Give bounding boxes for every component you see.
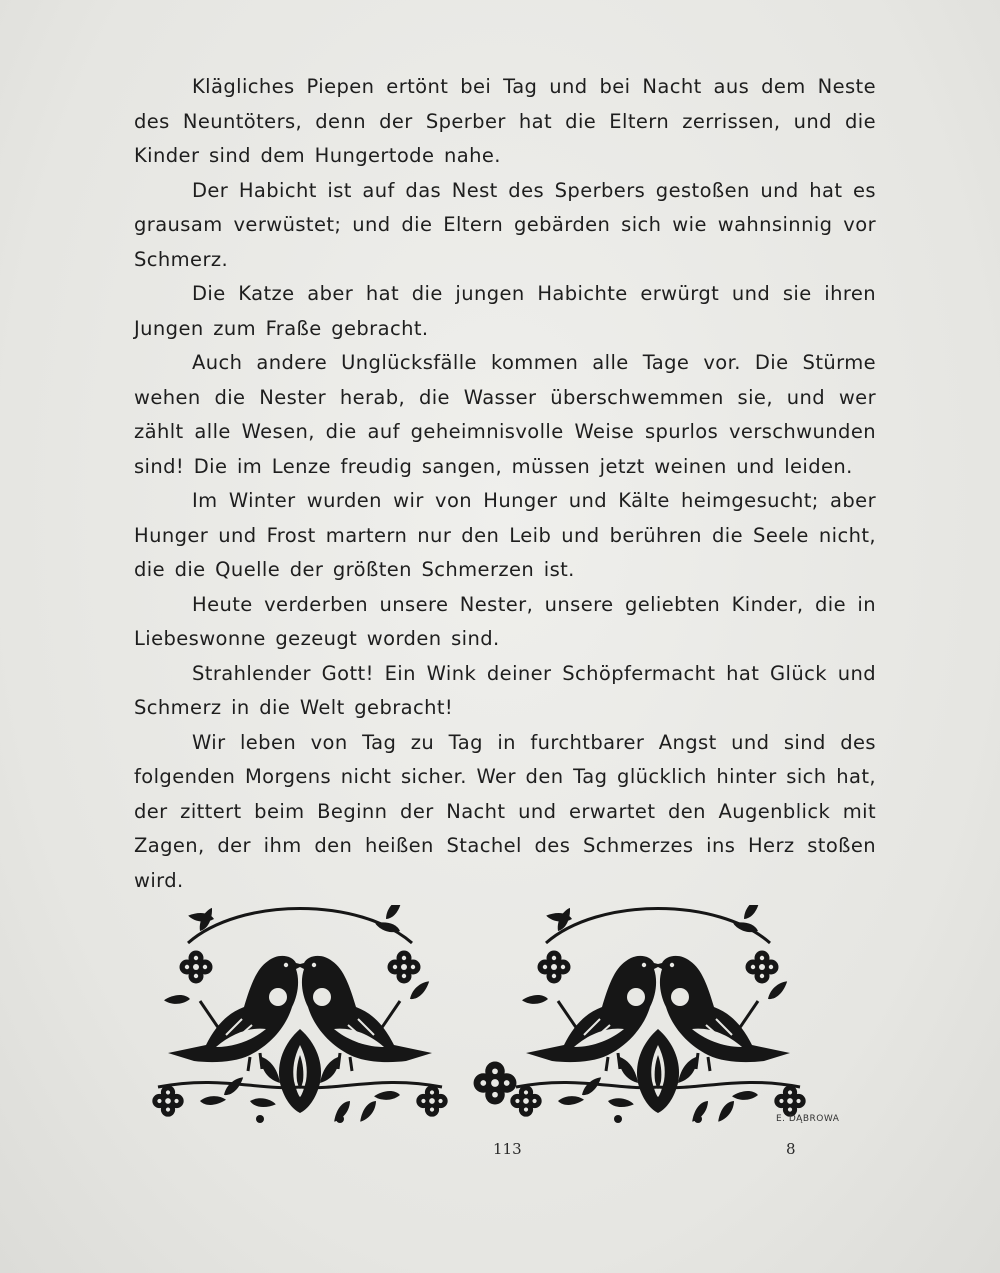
paragraph: Strahlender Gott! Ein Wink deiner Schöpfermacht hat Glück und Schmerz in die Welt gebracht! xyxy=(134,661,876,719)
bird-pair-right xyxy=(510,905,805,1123)
paragraph: Klägliches Piepen ertönt bei Tag und bei Nacht aus dem Neste des Neuntöters, denn der Sperber hat die Eltern zerrissen, und die Kinder sind dem Hungertode nahe. xyxy=(134,75,876,167)
paragraph: Im Winter wurden wir von Hunger und Kälte heimgesucht; aber Hunger und Frost martern nur den Leib und berühren die Seele nicht, die die Quelle der größten Schmerzen ist. xyxy=(134,489,876,581)
paragraph: Der Habicht ist auf das Nest des Sperbers gestoßen und hat es grausam verwüstet; und die Eltern gebärden sich wie wahnsinnig vor Schmerz. xyxy=(134,178,876,271)
page-number: 113 xyxy=(493,1140,522,1158)
artist-signature: E. DĄBROWA xyxy=(776,1114,840,1124)
signature-mark: 8 xyxy=(786,1140,796,1158)
paragraph: Heute verderben unsere Nester, unsere geliebten Kinder, die in Liebeswonne gezeugt worden sind. xyxy=(134,592,876,650)
body-text xyxy=(134,70,876,898)
center-flower xyxy=(474,1062,517,1105)
paragraph: Auch andere Unglücksfälle kommen alle Tage vor. Die Stürme wehen die Nester herab, die Wasser überschwemmen sie, und wer zählt alle Wesen, die auf geheimnisvolle Weise spurlos verschwunden sind! Die im Lenze freudig sangen, müssen jetzt weinen und leiden. xyxy=(134,351,876,478)
paragraph: Wir leben von Tag zu Tag in furchtbarer Angst und sind des folgenden Morgens nicht sicher. Wer den Tag glücklich hinter sich hat, der zittert beim Beginn der Nacht und erwartet den Augenblick mit Zagen, der ihm den heißen Stachel des Schmerzes ins Herz stoßen wird. xyxy=(134,730,876,892)
bird-pair-left xyxy=(152,905,447,1123)
paragraph: Die Katze aber hat die jungen Habichte erwürgt und sie ihren Jungen zum Fraße gebracht. xyxy=(134,282,876,340)
bird-ornament-vignette xyxy=(150,905,880,1140)
